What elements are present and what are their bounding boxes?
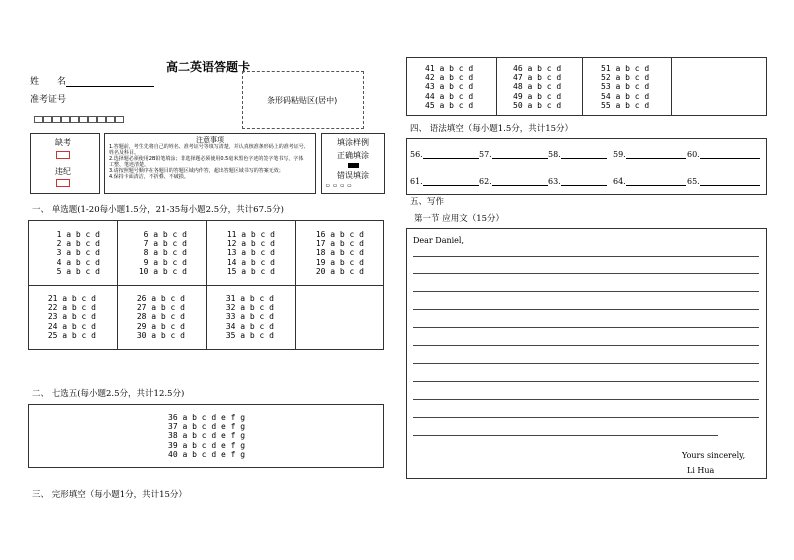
writing-line (413, 381, 759, 382)
mc-group-6-10[interactable]: 6 a b c d 7 a b c d 8 a b c d 9 a b c d 10 a b c d (138, 230, 187, 276)
writing-greeting: Dear Daniel, (413, 236, 465, 245)
mc-group-11-15[interactable]: 11 a b c d 12 a b c d 13 a b c d 14 a b c d 15 a b c d (226, 230, 275, 276)
writing-line (413, 327, 759, 328)
grammar-blank-60[interactable]: 60. (687, 150, 760, 159)
writing-line (413, 309, 759, 310)
writing-closing: Yours sincerely, (682, 451, 746, 460)
writing-line (413, 273, 759, 274)
grammar-blank-65[interactable]: 65. (687, 177, 760, 186)
mc-group-21-25[interactable]: 21 a b c d 22 a b c d 23 a b c d 24 a b c d 25 a b c d (47, 294, 96, 340)
writing-line (413, 435, 718, 436)
violation-label: 违纪 (55, 167, 71, 176)
page-title: 高二英语答题卡 (166, 60, 251, 74)
mc-group-41-45[interactable]: 41 a b c d 42 a b c d 43 a b c d 44 a b c d 45 a b c d (425, 64, 474, 110)
mc-grid-2 (406, 57, 767, 116)
notice-box (104, 133, 316, 194)
absent-checkbox[interactable] (56, 151, 70, 159)
writing-line (413, 399, 759, 400)
mc-group-51-55[interactable]: 51 a b c d 52 a b c d 53 a b c d 54 a b c d 55 a b c d (601, 64, 650, 110)
seven-choice-box (28, 404, 384, 468)
name-field[interactable] (66, 78, 154, 87)
notice-line-5: 3.请按照题号顺序在各题目的答题区域内作答，超出答题区域书写的答案无效； (109, 168, 284, 174)
grammar-blank-62[interactable]: 62. (479, 177, 548, 186)
writing-line (413, 345, 759, 346)
section-3-heading: 三、 完形填空（每小题1分，共计15分） (32, 490, 187, 500)
section-4-heading: 四、 语法填空（每小题1.5分，共计15分） (410, 124, 574, 134)
mc-group-16-20[interactable]: 16 a b c d 17 a b c d 18 a b c d 19 a b c d 20 a b c d (315, 230, 364, 276)
barcode-area (242, 71, 364, 129)
violation-checkbox[interactable] (56, 179, 70, 187)
grammar-blank-59[interactable]: 59. (613, 150, 686, 159)
correct-fill-label: 正确填涂 (337, 151, 369, 160)
correct-fill-mark (348, 163, 359, 168)
section-5-heading: 五、写作 (410, 197, 445, 207)
fill-example-title: 填涂样例 (337, 138, 369, 147)
mc-group-46-50[interactable]: 46 a b c d 47 a b c d 48 a b c d 49 a b c d 50 a b c d (513, 64, 562, 110)
id-boxes[interactable] (34, 108, 124, 127)
mc-grid-1 (28, 220, 384, 350)
status-box (30, 133, 100, 194)
id-label: 准考证号 (30, 95, 67, 105)
writing-line (413, 256, 759, 257)
absent-label: 缺考 (55, 138, 71, 147)
fill-example-box (321, 133, 385, 194)
notice-title: 注意事项 (196, 136, 224, 144)
writing-box[interactable] (406, 228, 767, 479)
barcode-label: 条形码粘贴区(居中) (267, 96, 338, 105)
notice-line-2: 姓名及科目。 (109, 150, 140, 156)
name-label-text: 姓 名 (30, 77, 67, 87)
section-5-subheading: 第一节 应用文（15分） (414, 214, 505, 224)
section-2-heading: 二、 七选五(每小题2.5分，共计12.5分) (32, 389, 185, 399)
grammar-blank-58[interactable]: 58. (548, 150, 607, 159)
grammar-box (406, 138, 767, 195)
name-label (30, 78, 154, 87)
wrong-fill-marks: ▭ ▭ ▭ ▭ (326, 182, 352, 189)
grammar-blank-57[interactable]: 57. (479, 150, 548, 159)
writing-line (413, 363, 759, 364)
seven-choice-options[interactable]: 36 a b c d e f g 37 a b c d e f g 38 a b c d e f g 39 a b c d e f g 40 a b c d e f g (168, 413, 246, 459)
grammar-blank-64[interactable]: 64. (613, 177, 686, 186)
mc-group-1-5[interactable]: 1 a b c d 2 a b c d 3 a b c d 4 a b c d 5 a b c d (56, 230, 100, 276)
grammar-blank-63[interactable]: 63. (548, 177, 607, 186)
writing-line (413, 291, 759, 292)
writing-signature: Li Hua (687, 466, 715, 475)
notice-line-1: 1.答题前，考生先将自己的姓名、准考证号等填写清楚，并认真核准条形码上的准考证号、 (109, 144, 309, 150)
mc-group-26-30[interactable]: 26 a b c d 27 a b c d 28 a b c d 29 a b c d 30 a b c d (136, 294, 185, 340)
writing-line (413, 417, 759, 418)
mc-group-31-35[interactable]: 31 a b c d 32 a b c d 33 a b c d 34 a b c d 35 a b c d (225, 294, 274, 340)
section-1-heading: 一、 单选题(1-20每小题1.5分，21-35每小题2.5分，共计67.5分) (32, 205, 284, 215)
grammar-blank-61[interactable]: 61. (410, 177, 479, 186)
grammar-blank-56[interactable]: 56. (410, 150, 479, 159)
notice-line-4: 工整、笔迹清楚。 (109, 162, 150, 168)
notice-line-3: 2.选择题必须使用2B铅笔填涂；非选择题必须使用0.5毫米黑色字迹的签字笔书写，字体 (109, 156, 304, 162)
notice-line-6: 4.保持卡面清洁，不折叠、不破损。 (109, 174, 189, 180)
wrong-fill-label: 错误填涂 (337, 171, 369, 180)
